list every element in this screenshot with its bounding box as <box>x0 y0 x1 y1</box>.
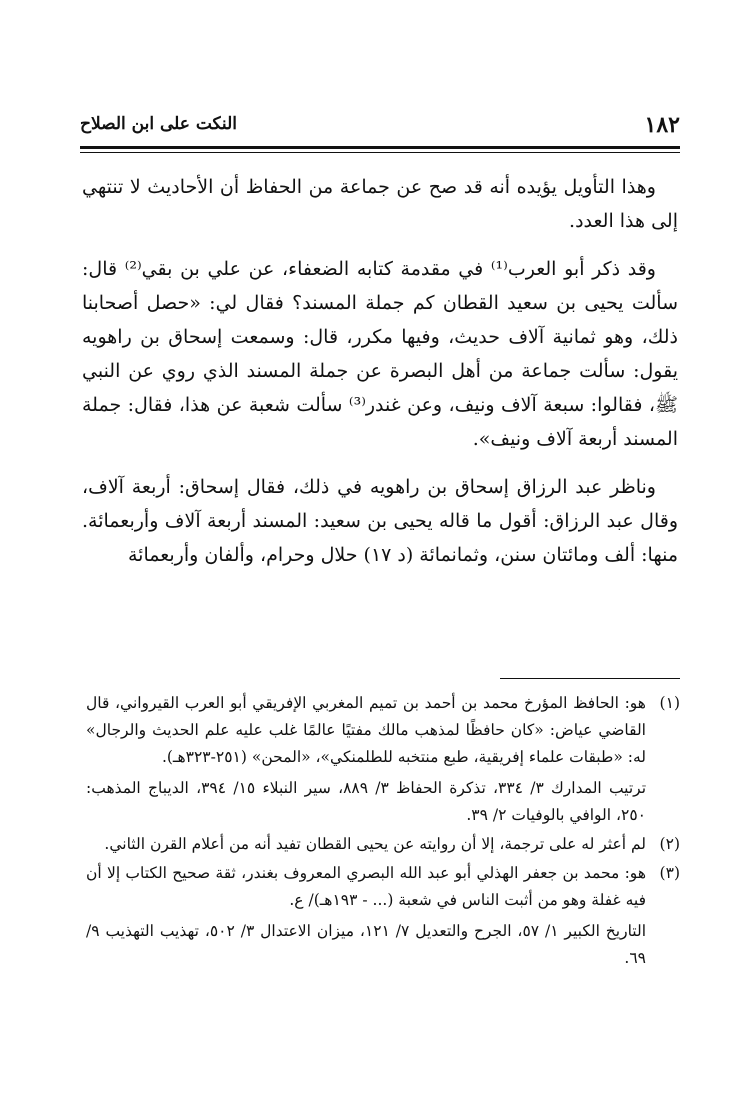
footnote-number: (١) <box>659 694 680 712</box>
header-rule-thin <box>80 152 680 153</box>
footnote-1 <box>86 690 680 829</box>
main-text <box>82 170 678 572</box>
footnote-number: (٣) <box>659 864 680 882</box>
footnotes <box>86 690 680 974</box>
paragraph: وناظر عبد الرزاق إسحاق بن راهويه في ذلك، فقال إسحاق: أربعة آلاف، وقال عبد الرزاق: أقول ما قاله يحيى بن سعيد: المسند أربعة آلاف وأربعمائة. منها: ألف ومائتان سنن، وثمانمائة (د ١٧) حلال وحرام، وألفان وأربعمائة <box>82 476 678 566</box>
footnote-number: (٢) <box>659 835 680 853</box>
running-title: النكت على ابن الصلاح <box>80 114 237 134</box>
footnote-text: لم أعثر له على ترجمة، إلا أن روايته عن يحيى القطان تفيد أنه من أعلام القرن الثاني. <box>104 835 646 853</box>
footnote-separator <box>500 678 680 679</box>
page-number: ١٨٢ <box>644 112 680 138</box>
footnote-text: هو: الحافظ المؤرخ محمد بن أحمد بن تميم المغربي الإفريقي أبو العرب القيرواني، قال القاضي عياض: «كان حافظًا لمذهب مالك مفتيًا عالمًا غلب عليه علم الحديث والرجال» له: «طبقات علماء إفريقية، طبع منتخبه للطلمنكي»، «المحن» (٢٥١-٣٢٣هـ). <box>86 694 646 766</box>
footnote-2 <box>86 831 680 858</box>
paragraph: وهذا التأويل يؤيده أنه قد صح عن جماعة من الحفاظ أن الأحاديث لا تنتهي إلى هذا العدد. <box>82 176 678 232</box>
footnote-text: هو: محمد بن جعفر الهذلي أبو عبد الله البصري المعروف بغندر، ثقة صحيح الكتاب إلا أن فيه غفلة وهو من أثبت الناس في شعبة (... - ١٩٣هـ)/ ع. <box>86 864 646 909</box>
footnote-text: التاريخ الكبير ١/ ٥٧، الجرح والتعديل ٧/ ١٢١، ميزان الاعتدال ٣/ ٥٠٢، تهذيب التهذيب ٩/ ٦٩. <box>86 922 647 967</box>
header-rule-thick <box>80 146 680 149</box>
footnote-text: ترتيب المدارك ٣/ ٣٣٤، تذكرة الحفاظ ٣/ ٨٨٩، سير النبلاء ١٥/ ٣٩٤، الديباج المذهب: ٢٥٠، الوافي بالوفيات ٢/ ٣٩. <box>86 779 647 824</box>
footnote-3 <box>86 860 680 972</box>
paragraph: وقد ذكر أبو العرب⁽¹⁾ في مقدمة كتابه الضعفاء، عن علي بن بقي⁽²⁾ قال: سألت يحيى بن سعيد القطان كم جملة المسند؟ فقال لي: «حصل أصحابنا ذلك، وهو ثمانية آلاف حديث، وفيها مكرر، قال: وسمعت إسحاق بن راهويه يقول: سألت جماعة من أهل البصرة عن جملة المسند الذي روي عن النبي ﷺ، فقالوا: سبعة آلاف ونيف، وعن غندر⁽³⁾ سألت شعبة عن هذا، فقال: جملة المسند أربعة آلاف ونيف». <box>82 258 678 450</box>
page-header <box>80 112 680 142</box>
